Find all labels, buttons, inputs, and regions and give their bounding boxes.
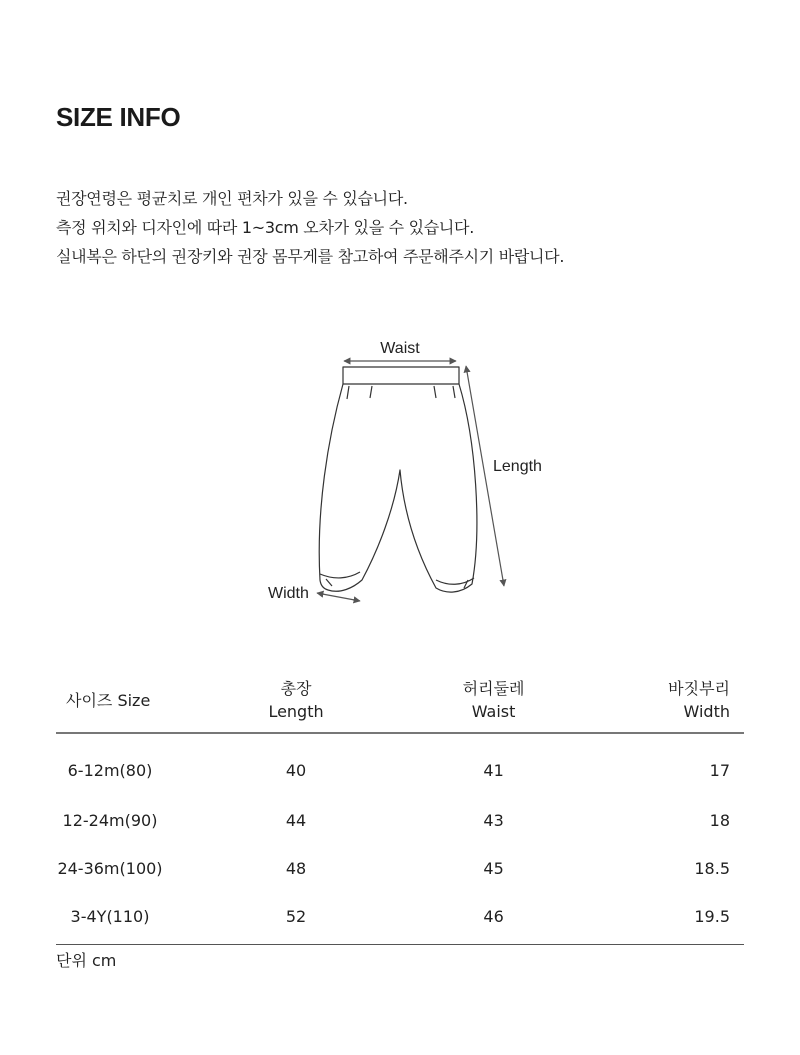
cell-size: 6-12m(80) [67, 760, 153, 780]
cell-waist: 43 [483, 810, 504, 830]
right-cuff-line [436, 578, 474, 584]
cell-length: 48 [285, 858, 307, 878]
header-width-en: Width [683, 702, 730, 721]
cell-width: 18.5 [694, 858, 730, 878]
right-leg-seam [434, 386, 436, 398]
cell-length: 44 [285, 810, 307, 830]
note-tolerance: 측정 위치와 디자인에 따라 1~3cm 오차가 있을 수 있습니다. [56, 218, 474, 237]
header-size [56, 668, 211, 733]
table-header-row [56, 668, 744, 733]
notes-list [56, 184, 564, 271]
cell-waist: 41 [483, 760, 504, 780]
note-age: 권장연령은 평균치로 개인 편차가 있을 수 있습니다. [56, 189, 408, 208]
header-waist-en: Waist [471, 702, 516, 721]
cell-length: 52 [211, 892, 380, 945]
note-height-weight: 실내복은 하단의 권장키와 권장 몸무게를 참고하여 주문해주시기 바랍니다. [56, 247, 565, 266]
pants-diagram [260, 330, 560, 610]
table-row [56, 892, 744, 945]
cell-width: 19.5 [606, 892, 744, 945]
left-cuff-line [320, 572, 360, 578]
waistband [343, 367, 459, 384]
table-row [56, 844, 744, 892]
header-waist-ko: 허리둘레 [462, 679, 525, 698]
header-size-label: 사이즈 Size [66, 690, 151, 710]
length-arrow [466, 366, 504, 586]
right-pleat [453, 386, 455, 398]
left-leg-seam [370, 386, 372, 398]
page-title: SIZE INFO [56, 102, 181, 132]
unit-note: 단위 cm [56, 951, 117, 970]
cell-waist: 45 [483, 858, 504, 878]
cell-width: 18 [709, 810, 730, 830]
table-row [56, 733, 744, 796]
length-label: Length [493, 458, 542, 475]
size-table [56, 668, 744, 945]
table-row [56, 796, 744, 844]
left-cuff-notch [326, 579, 332, 586]
header-waist [381, 668, 607, 733]
cell-waist: 46 [381, 892, 607, 945]
cell-size: 3-4Y(110) [70, 906, 150, 926]
pants-outline [319, 367, 477, 592]
header-length [211, 668, 380, 733]
left-pleat [347, 386, 349, 399]
header-width [606, 668, 744, 733]
cell-length: 40 [285, 760, 307, 780]
width-arrow [317, 593, 360, 601]
cell-width: 17 [709, 760, 730, 780]
width-label: Width [268, 585, 309, 602]
waist-label: Waist [380, 340, 420, 357]
cell-size: 24-36m(100) [57, 858, 163, 878]
header-width-ko: 바짓부리 [668, 679, 730, 698]
pants-body [319, 384, 477, 592]
header-length-en: Length [268, 702, 324, 721]
cell-size: 12-24m(90) [62, 810, 158, 830]
header-length-ko: 총장 [280, 679, 312, 698]
